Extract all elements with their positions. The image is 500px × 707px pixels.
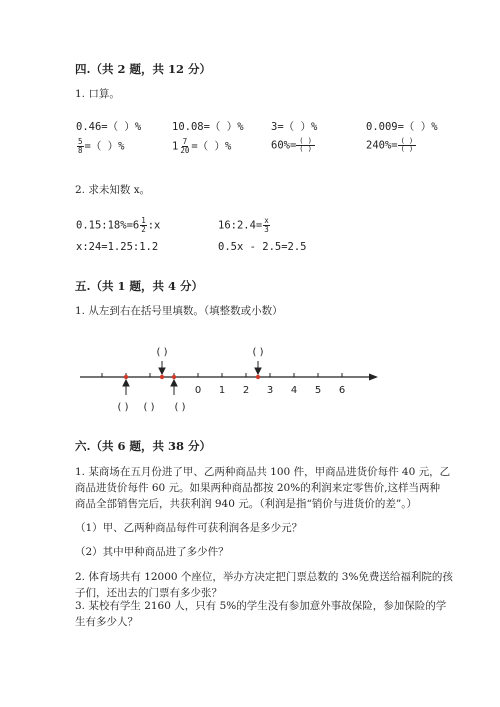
calc-item-percent-to-fraction: 240%= $\frac{( )}{( )}$	[366, 138, 416, 153]
number-line-diagram	[0, 340, 500, 420]
calc-item: 0.009=（ ）%	[366, 121, 438, 133]
question-1-label: 1. 口算。	[75, 88, 120, 100]
marked-point	[124, 375, 128, 379]
down-arrow-head	[255, 368, 261, 374]
tick-label: 5	[314, 385, 322, 396]
down-arrow-head	[159, 368, 165, 374]
tick-label: 6	[338, 385, 346, 396]
answer-bracket-below: ( )	[143, 402, 155, 413]
answer-bracket-below: ( )	[117, 402, 129, 413]
section-4-title: 四.（共 2 题，共 12 分）	[75, 62, 212, 76]
marked-point	[256, 375, 260, 379]
tick-label: 2	[242, 385, 250, 396]
axis-arrow-head	[369, 374, 378, 381]
tick-label: 3	[266, 385, 274, 396]
calc-item: 0.46=（ ）%	[76, 121, 142, 133]
up-arrow-head	[171, 380, 177, 386]
equation: 16:2.4= $\frac{x}{3}$	[218, 216, 269, 234]
problem-2-text: 2. 体育场共有 12000 个座位，举办方决定把门票总数的 3%免费送给福利院的孩 子们，还出去的门票有多少张？	[75, 571, 453, 599]
tick-label: 1	[218, 385, 226, 396]
calc-item-fraction: $\frac{5}{8}$ =（ ）%	[78, 137, 125, 155]
answer-bracket-below: ( )	[174, 402, 186, 413]
up-arrow-head	[123, 380, 129, 386]
question-2-label: 2. 求未知数 x。	[75, 184, 151, 196]
calc-item: 10.08=（ ）%	[172, 121, 244, 133]
problem-1-subquestion-2: （2）其中甲种商品进了多少件？	[75, 546, 229, 558]
tick-label: 4	[290, 385, 298, 396]
equation: 0.5x - 2.5=2.5	[218, 241, 307, 253]
question-1-label: 1. 从左到右在括号里填数。（填整数或小数）	[75, 305, 283, 317]
section-5-title: 五.（共 1 题，共 4 分）	[75, 279, 204, 293]
equation: x:24=1.25:1.2	[76, 241, 159, 253]
tick-label: 0	[194, 385, 202, 396]
calc-item-mixed-number: 1 $\frac{7}{20}$ =（ ）%	[172, 137, 232, 155]
problem-1-text: 1. 某商场在五月份进了甲、乙两种商品共 100 件，甲商品进货价每件 40 元，乙 商品进货价每件 60 元。如果两种商品都按 20%的利润来定零售价,这样当两种 商品全部销售完后，共获利润 940 元。（利润是指“销价与进货价的差”。）	[75, 466, 451, 510]
section-6-title: 六.（共 6 题，共 38 分）	[75, 439, 212, 453]
problem-3-text: 3. 某校有学生 2160 人，只有 5%的学生没有参加意外事故保险，参加保险的学 生有多少人？	[75, 600, 447, 628]
answer-bracket-above: ( )	[156, 347, 168, 358]
marked-point	[160, 375, 164, 379]
equation: 0.15:18%=6 $\frac{1}{2}$ :x	[76, 216, 161, 234]
calc-item-percent-to-fraction: 60%= $\frac{( )}{( )}$	[271, 138, 315, 153]
problem-1-subquestion-1: （1）甲、乙两种商品每件可获利润各是多少元？	[75, 522, 303, 534]
calc-item: 3=（ ）%	[271, 121, 318, 133]
answer-bracket-above: ( )	[252, 347, 264, 358]
marked-point	[172, 375, 176, 379]
